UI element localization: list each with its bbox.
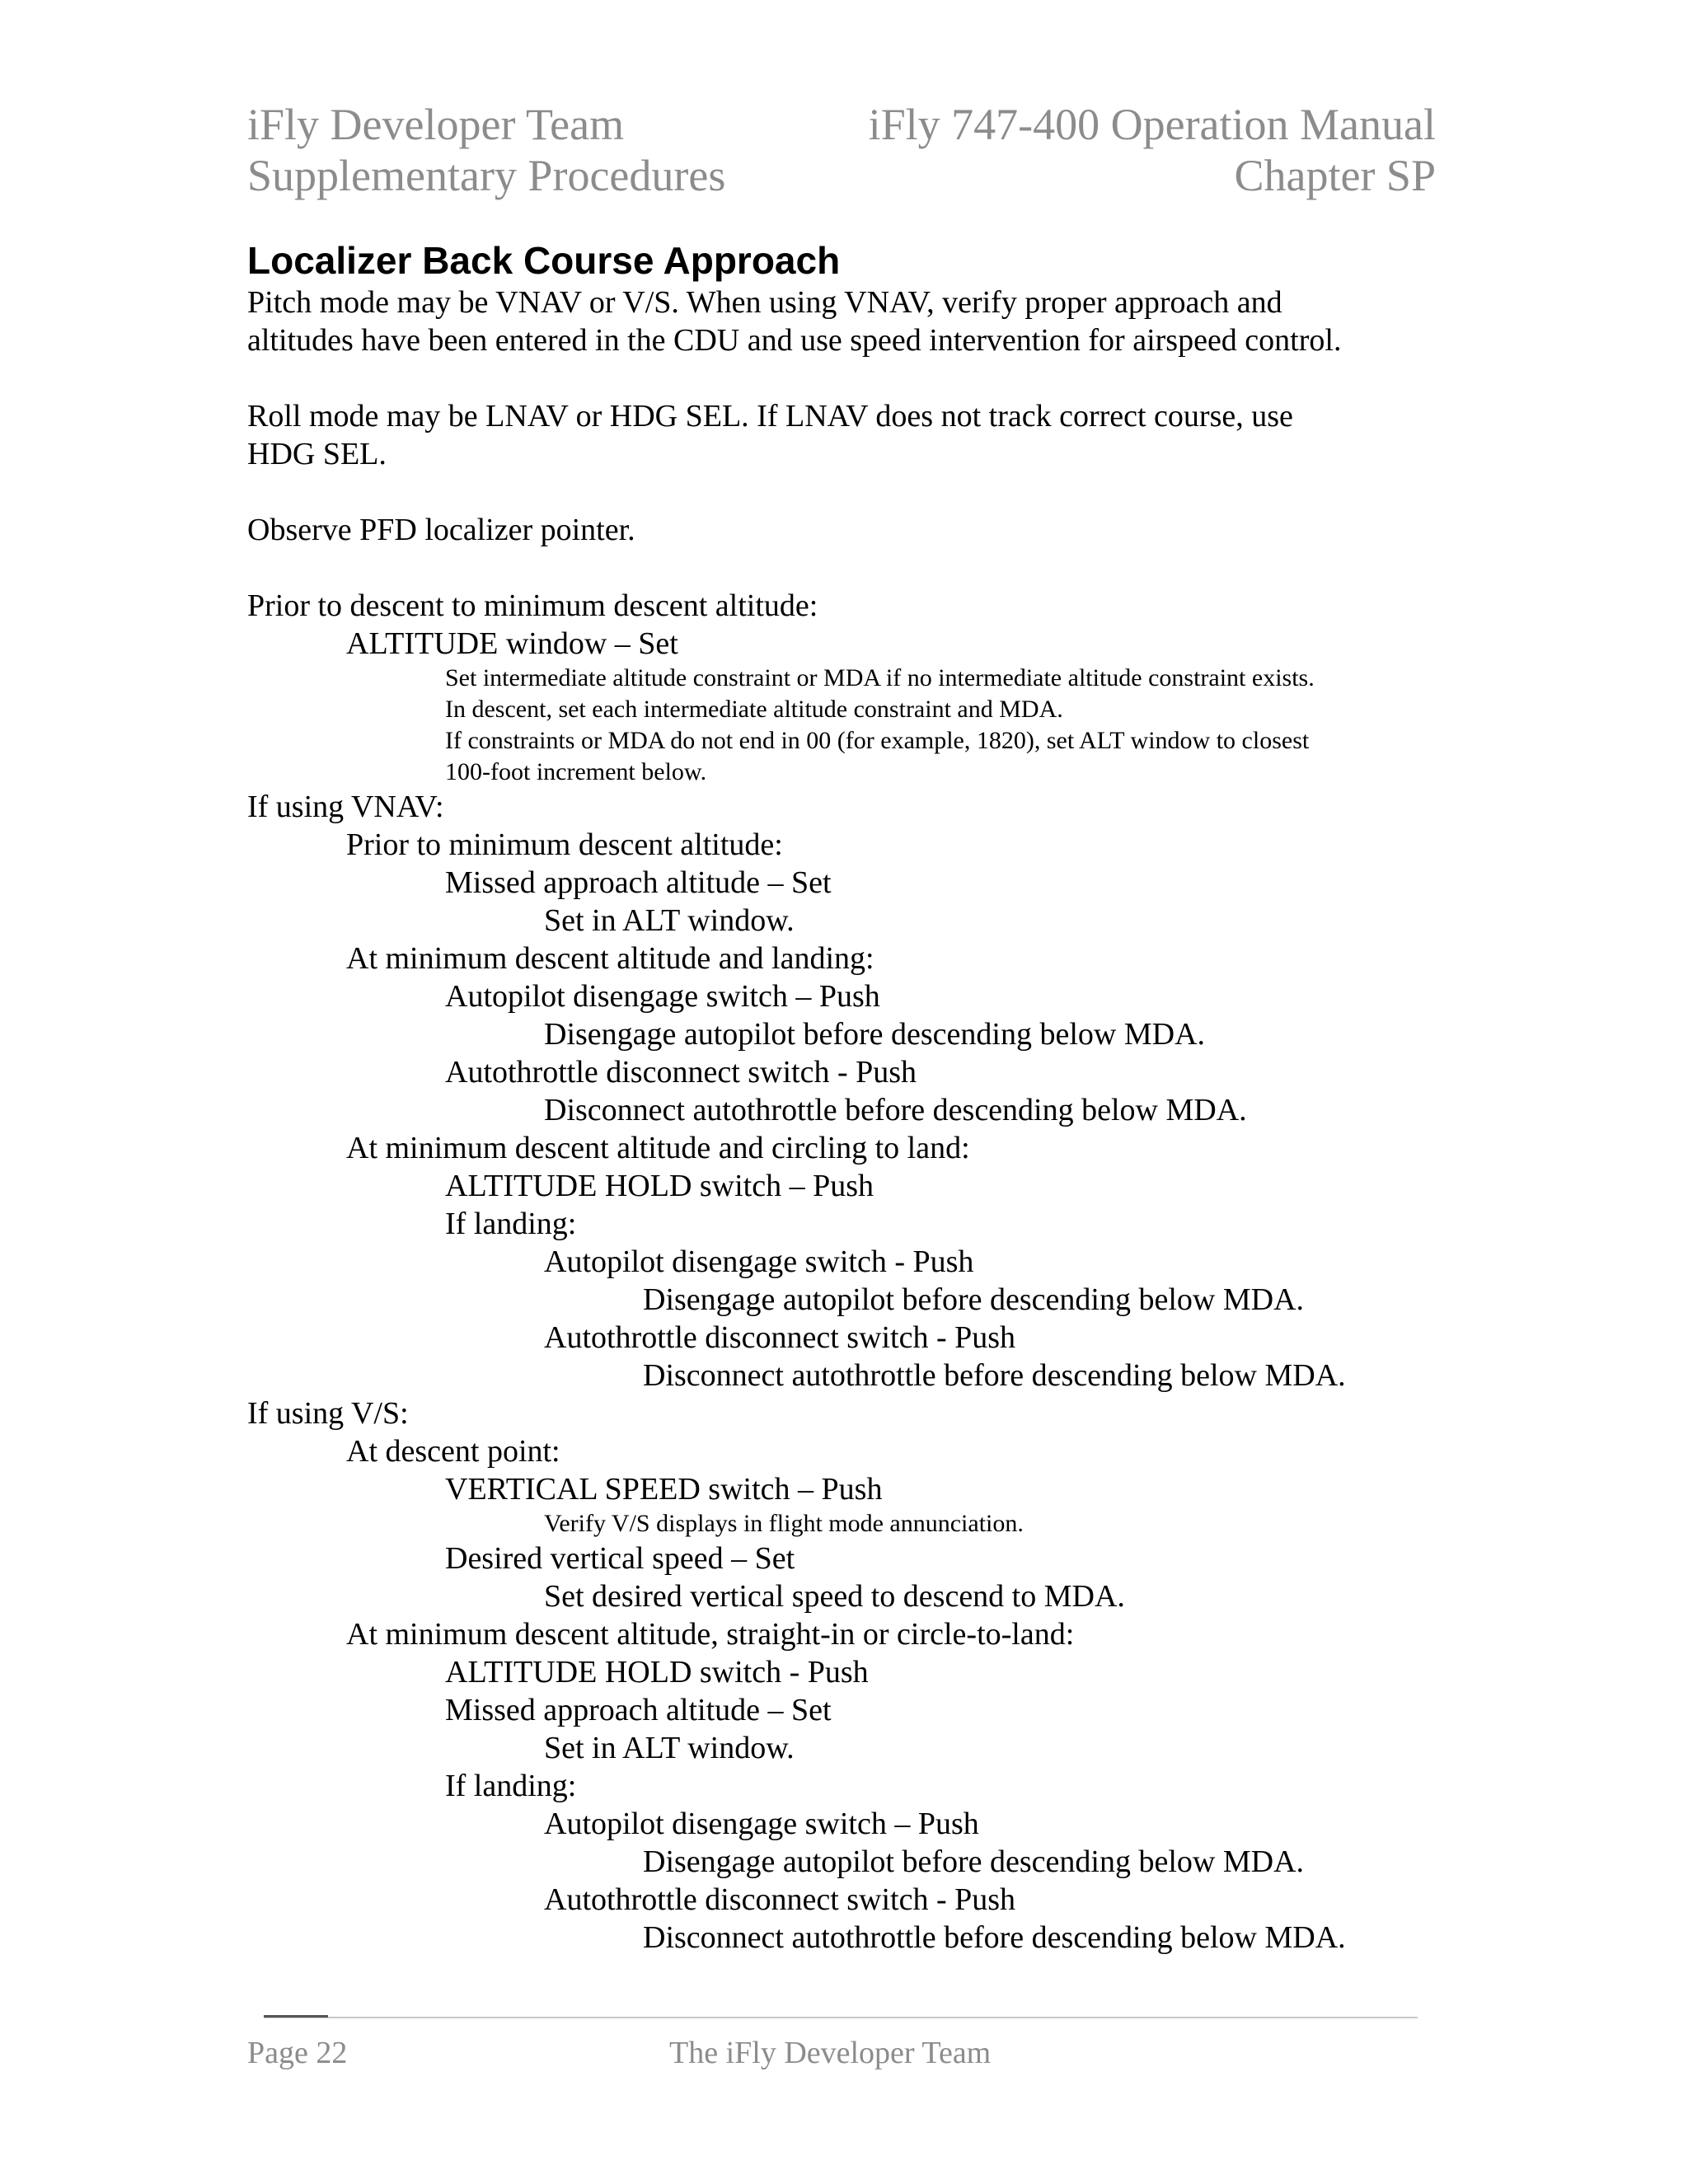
footer-divider bbox=[264, 2017, 1418, 2018]
header-manual-title: iFly 747-400 Operation Manual bbox=[868, 100, 1436, 149]
vnav-autothrottle-step: Autothrottle disconnect switch - Push bbox=[445, 1055, 917, 1090]
vs-if-landing: If landing: bbox=[445, 1769, 577, 1803]
vs-descent-point: At descent point: bbox=[346, 1434, 560, 1469]
vnav-heading: If using VNAV: bbox=[247, 790, 444, 824]
vnav-missed-approach-step: Missed approach altitude – Set bbox=[445, 865, 832, 900]
header-chapter: Chapter SP bbox=[1234, 151, 1436, 200]
vs-mda-heading: At minimum descent altitude, straight-in or circle-to-land: bbox=[346, 1617, 1075, 1652]
altitude-window-note: 100-foot increment below. bbox=[445, 758, 707, 785]
spacer bbox=[247, 473, 1442, 511]
vs-missed-approach-note: Set in ALT window. bbox=[544, 1731, 795, 1765]
vnav-autothrottle-note-2: Disconnect autothrottle before descending below MDA. bbox=[643, 1358, 1346, 1393]
altitude-window-note: In descent, set each intermediate altitude constraint and MDA. bbox=[445, 696, 1063, 723]
altitude-window-note: Set intermediate altitude constraint or MDA if no intermediate altitude constraint exists. bbox=[445, 664, 1315, 691]
vnav-missed-approach-note: Set in ALT window. bbox=[544, 903, 795, 938]
footer-page-number: Page 22 bbox=[247, 2036, 348, 2070]
vnav-mda-landing: At minimum descent altitude and landing: bbox=[346, 941, 874, 976]
roll-mode-line-1: Roll mode may be LNAV or HDG SEL. If LNAV does not track correct course, use bbox=[247, 399, 1293, 434]
vnav-autopilot-step: Autopilot disengage switch – Push bbox=[445, 979, 880, 1014]
observe-pfd-line: Observe PFD localizer pointer. bbox=[247, 513, 635, 547]
header-row-2 bbox=[247, 150, 1436, 201]
pitch-mode-line-1: Pitch mode may be VNAV or V/S. When using VNAV, verify proper approach and bbox=[247, 285, 1282, 320]
vnav-autothrottle-step-2: Autothrottle disconnect switch - Push bbox=[544, 1320, 1016, 1355]
section-title: Localizer Back Course Approach bbox=[247, 239, 841, 282]
vs-altitude-hold-step: ALTITUDE HOLD switch - Push bbox=[445, 1655, 869, 1690]
vs-heading: If using V/S: bbox=[247, 1396, 409, 1431]
vnav-altitude-hold-step: ALTITUDE HOLD switch – Push bbox=[445, 1169, 874, 1203]
vs-autopilot-step: Autopilot disengage switch – Push bbox=[544, 1807, 979, 1841]
header-team: iFly Developer Team bbox=[247, 100, 625, 149]
vs-desired-speed-step: Desired vertical speed – Set bbox=[445, 1541, 795, 1576]
vs-desired-speed-note: Set desired vertical speed to descend to MDA. bbox=[544, 1579, 1125, 1614]
header-section: Supplementary Procedures bbox=[247, 151, 726, 200]
procedure-body bbox=[247, 284, 1442, 1957]
altitude-window-step: ALTITUDE window – Set bbox=[346, 626, 678, 661]
page-header bbox=[247, 99, 1436, 201]
vnav-autopilot-note: Disengage autopilot before descending below MDA. bbox=[544, 1017, 1206, 1052]
vs-autothrottle-step: Autothrottle disconnect switch - Push bbox=[544, 1882, 1016, 1917]
vs-autopilot-note: Disengage autopilot before descending below MDA. bbox=[643, 1844, 1305, 1879]
vs-vertical-speed-step: VERTICAL SPEED switch – Push bbox=[445, 1472, 883, 1507]
vnav-prior-mda: Prior to minimum descent altitude: bbox=[346, 827, 783, 862]
vnav-autopilot-note-2: Disengage autopilot before descending below MDA. bbox=[643, 1282, 1305, 1317]
prior-descent-heading: Prior to descent to minimum descent altitude: bbox=[247, 588, 818, 623]
vs-vertical-speed-note: Verify V/S displays in flight mode annunciation. bbox=[544, 1510, 1024, 1537]
vs-autothrottle-note: Disconnect autothrottle before descending below MDA. bbox=[643, 1920, 1346, 1955]
spacer bbox=[247, 359, 1442, 397]
vnav-mda-circling: At minimum descent altitude and circling to land: bbox=[346, 1131, 970, 1165]
spacer bbox=[247, 549, 1442, 587]
vnav-autopilot-step-2: Autopilot disengage switch - Push bbox=[544, 1244, 974, 1279]
footer-divider-accent bbox=[264, 2015, 328, 2018]
vnav-if-landing: If landing: bbox=[445, 1207, 577, 1241]
pitch-mode-line-2: altitudes have been entered in the CDU and use speed intervention for airspeed control. bbox=[247, 323, 1342, 358]
altitude-window-note: If constraints or MDA do not end in 00 (for example, 1820), set ALT window to closest bbox=[445, 727, 1310, 754]
footer-team-name: The iFly Developer Team bbox=[669, 2036, 992, 2070]
vnav-autothrottle-note: Disconnect autothrottle before descending below MDA. bbox=[544, 1093, 1247, 1127]
header-row-1 bbox=[247, 99, 1436, 150]
vs-missed-approach-step: Missed approach altitude – Set bbox=[445, 1693, 832, 1727]
roll-mode-line-2: HDG SEL. bbox=[247, 437, 387, 471]
